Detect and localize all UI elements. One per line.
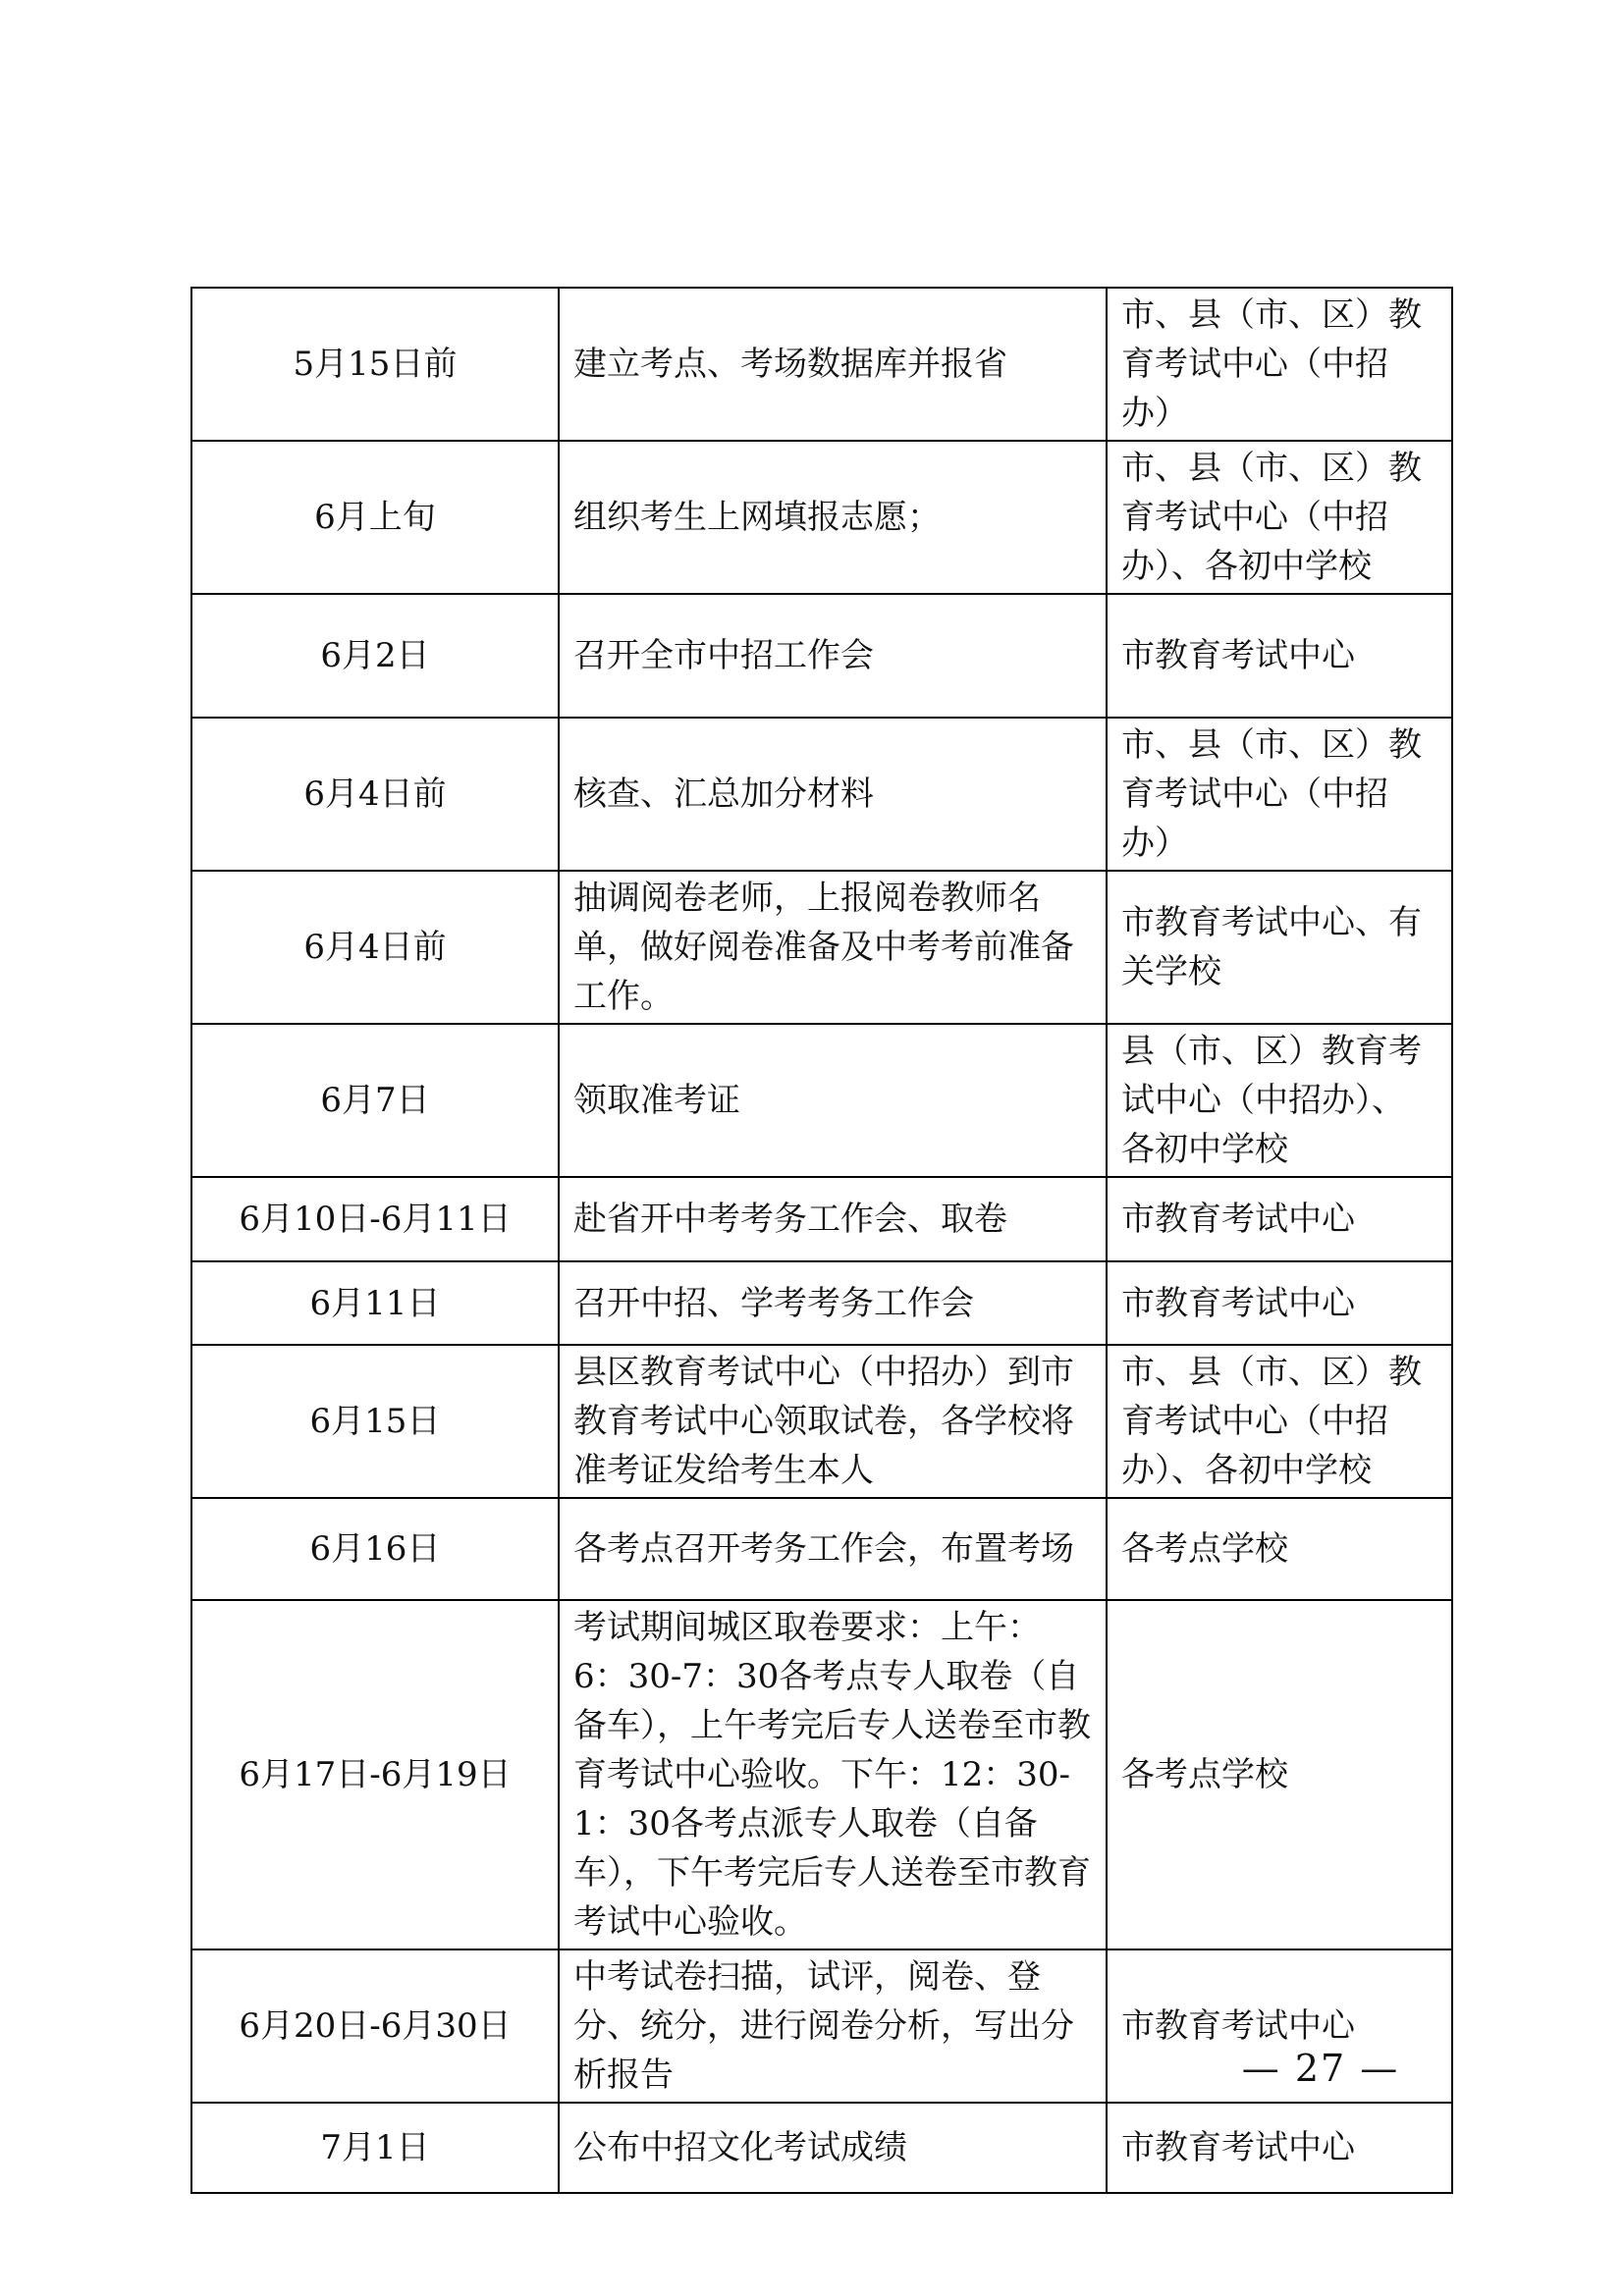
table-row — [191, 1345, 1452, 1498]
task-cell: 考试期间城区取卷要求：上午：6：30-7：30各考点专人取卷（自备车），上午考完后专人送卷至市教育考试中心验收。下午：12：30-1：30各考点派专人取卷（自备车），下午考完后专人送卷至市教育考试中心验收。 — [559, 1600, 1107, 1949]
table-row — [191, 1024, 1452, 1177]
table-row — [191, 288, 1452, 441]
table-row — [191, 1600, 1452, 1949]
date-cell: 6月10日-6月11日 — [191, 1177, 559, 1261]
date-cell: 6月7日 — [191, 1024, 559, 1177]
unit-cell: 县（市、区）教育考试中心（中招办）、各初中学校 — [1107, 1024, 1452, 1177]
unit-cell: 市教育考试中心 — [1107, 1949, 1452, 2103]
task-cell: 中考试卷扫描，试评，阅卷、登分、统分，进行阅卷分析，写出分析报告 — [559, 1949, 1107, 2103]
unit-cell: 市、县（市、区）教育考试中心（中招办） — [1107, 718, 1452, 871]
task-cell: 建立考点、考场数据库并报省 — [559, 288, 1107, 441]
table-row — [191, 441, 1452, 594]
unit-cell: 市、县（市、区）教育考试中心（中招办）、各初中学校 — [1107, 441, 1452, 594]
unit-cell: 市教育考试中心 — [1107, 594, 1452, 718]
unit-cell: 市、县（市、区）教育考试中心（中招办）、各初中学校 — [1107, 1345, 1452, 1498]
task-cell: 组织考生上网填报志愿； — [559, 441, 1107, 594]
table-row — [191, 871, 1452, 1024]
date-cell: 6月11日 — [191, 1261, 559, 1345]
date-cell: 6月4日前 — [191, 871, 559, 1024]
unit-cell: 各考点学校 — [1107, 1498, 1452, 1600]
table-row — [191, 1498, 1452, 1600]
date-cell: 6月2日 — [191, 594, 559, 718]
date-cell: 6月16日 — [191, 1498, 559, 1600]
task-cell: 召开中招、学考考务工作会 — [559, 1261, 1107, 1345]
task-cell: 公布中招文化考试成绩 — [559, 2103, 1107, 2193]
date-cell: 6月上旬 — [191, 441, 559, 594]
task-cell: 赴省开中考考务工作会、取卷 — [559, 1177, 1107, 1261]
task-cell: 核查、汇总加分材料 — [559, 718, 1107, 871]
task-cell: 各考点召开考务工作会，布置考场 — [559, 1498, 1107, 1600]
task-cell: 领取准考证 — [559, 1024, 1107, 1177]
table-row — [191, 718, 1452, 871]
unit-cell: 市教育考试中心 — [1107, 1177, 1452, 1261]
unit-cell: 各考点学校 — [1107, 1600, 1452, 1949]
unit-cell: 市、县（市、区）教育考试中心（中招办） — [1107, 288, 1452, 441]
task-cell: 县区教育考试中心（中招办）到市教育考试中心领取试卷，各学校将准考证发给考生本人 — [559, 1345, 1107, 1498]
date-cell: 7月1日 — [191, 2103, 559, 2193]
table-row — [191, 2103, 1452, 2193]
date-cell: 6月20日-6月30日 — [191, 1949, 559, 2103]
task-cell: 抽调阅卷老师，上报阅卷教师名单，做好阅卷准备及中考考前准备工作。 — [559, 871, 1107, 1024]
table-row — [191, 594, 1452, 718]
schedule-table — [190, 287, 1453, 2194]
date-cell: 6月15日 — [191, 1345, 559, 1498]
table-row — [191, 1177, 1452, 1261]
unit-cell: 市教育考试中心 — [1107, 2103, 1452, 2193]
date-cell: 6月4日前 — [191, 718, 559, 871]
task-cell: 召开全市中招工作会 — [559, 594, 1107, 718]
date-cell: 6月17日-6月19日 — [191, 1600, 559, 1949]
unit-cell: 市教育考试中心 — [1107, 1261, 1452, 1345]
date-cell: 5月15日前 — [191, 288, 559, 441]
unit-cell: 市教育考试中心、有关学校 — [1107, 871, 1452, 1024]
page-number: — 27 — — [1241, 2047, 1400, 2090]
table-row — [191, 1261, 1452, 1345]
